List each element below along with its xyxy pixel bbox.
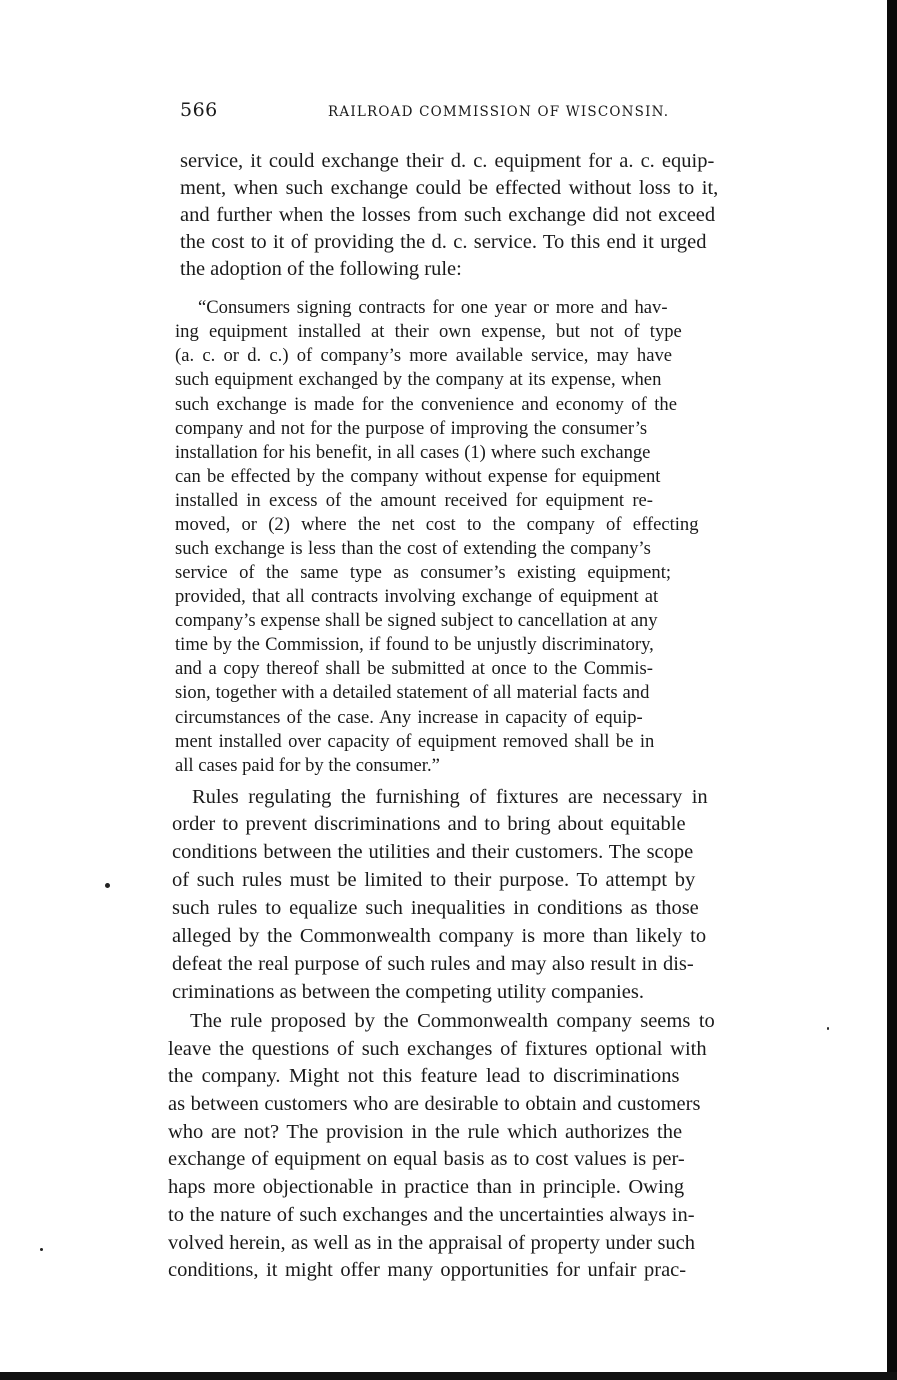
scan-speck xyxy=(105,883,110,888)
text-line: exchange of equipment on equal basis as to cost values is per- xyxy=(168,1148,685,1170)
text-line: of such rules must be limited to their purpose. To attempt by xyxy=(172,869,696,891)
text-line: leave the questions of such exchanges of fixtures optional with xyxy=(168,1038,707,1060)
text-line: Rules regulating the furnishing of fixtures are necessary in xyxy=(192,786,708,808)
scan-bottom-shadow xyxy=(0,1372,897,1380)
quote-line: such exchange is less than the cost of extending the company’s xyxy=(175,538,651,559)
quote-line: installed in excess of the amount received for equipment re- xyxy=(175,490,653,511)
page-number: 566 xyxy=(180,99,218,121)
quote-line: ment installed over capacity of equipment removed shall be in xyxy=(175,731,655,752)
text-line: conditions, it might offer many opportunities for unfair prac- xyxy=(168,1259,687,1281)
text-line: and further when the losses from such exchange did not exceed xyxy=(180,204,716,226)
page-header xyxy=(180,99,830,127)
scan-speck xyxy=(827,1027,829,1030)
text-line: service, it could exchange their d. c. equipment for a. c. equip- xyxy=(180,150,715,172)
text-line: The rule proposed by the Commonwealth company seems to xyxy=(190,1010,715,1032)
quote-line: service of the same type as consumer’s existing equipment; xyxy=(175,562,672,583)
quote-line: company’s expense shall be signed subject to cancellation at any xyxy=(175,610,658,631)
text-line: haps more objectionable in practice than in principle. Owing xyxy=(168,1176,685,1198)
quote-line: such exchange is made for the convenience and economy of the xyxy=(175,394,677,415)
quote-line: sion, together with a detailed statement of all material facts and xyxy=(175,682,650,703)
quote-line: provided, that all contracts involving exchange of equipment at xyxy=(175,586,659,607)
text-line: the cost to it of providing the d. c. service. To this end it urged xyxy=(180,231,707,253)
quote-line: can be effected by the company without expense for equipment xyxy=(175,466,661,487)
text-line: conditions between the utilities and their customers. The scope xyxy=(172,841,694,863)
quote-line: “Consumers signing contracts for one year or more and hav- xyxy=(198,297,668,318)
text-line: ment, when such exchange could be effected without loss to it, xyxy=(180,177,719,199)
text-line: order to prevent discriminations and to bring about equitable xyxy=(172,813,686,835)
text-line: who are not? The provision in the rule which authorizes the xyxy=(168,1121,683,1143)
quote-line: moved, or (2) where the net cost to the company of effecting xyxy=(175,514,699,535)
quote-line: ing equipment installed at their own expense, but not of type xyxy=(175,321,682,342)
text-line: the adoption of the following rule: xyxy=(180,258,462,280)
quote-line: time by the Commission, if found to be unjustly discriminatory, xyxy=(175,634,654,655)
text-line: volved herein, as well as in the appraisal of property under such xyxy=(168,1232,696,1254)
text-line: the company. Might not this feature lead to discriminations xyxy=(168,1065,680,1087)
quote-line: circumstances of the case. Any increase in capacity of equip- xyxy=(175,707,643,728)
text-line: such rules to equalize such inequalities in conditions as those xyxy=(172,897,699,919)
text-line: to the nature of such exchanges and the uncertainties always in- xyxy=(168,1204,695,1226)
text-line: as between customers who are desirable to obtain and customers xyxy=(168,1093,701,1115)
text-line: defeat the real purpose of such rules and may also result in dis- xyxy=(172,953,694,975)
running-title: RAILROAD COMMISSION OF WISCONSIN. xyxy=(328,104,670,120)
text-line: criminations as between the competing utility companies. xyxy=(172,981,644,1003)
quote-line: all cases paid for by the consumer.” xyxy=(175,755,440,776)
scan-edge-shadow xyxy=(887,0,897,1380)
quote-line: (a. c. or d. c.) of company’s more available service, may have xyxy=(175,345,673,366)
quote-line: company and not for the purpose of improving the consumer’s xyxy=(175,418,648,439)
text-line: alleged by the Commonwealth company is more than likely to xyxy=(172,925,707,947)
quote-line: installation for his benefit, in all cases (1) where such exchange xyxy=(175,442,651,463)
quote-line: and a copy thereof shall be submitted at once to the Commis- xyxy=(175,658,653,679)
scan-speck xyxy=(40,1248,43,1251)
quote-line: such equipment exchanged by the company at its expense, when xyxy=(175,369,662,390)
